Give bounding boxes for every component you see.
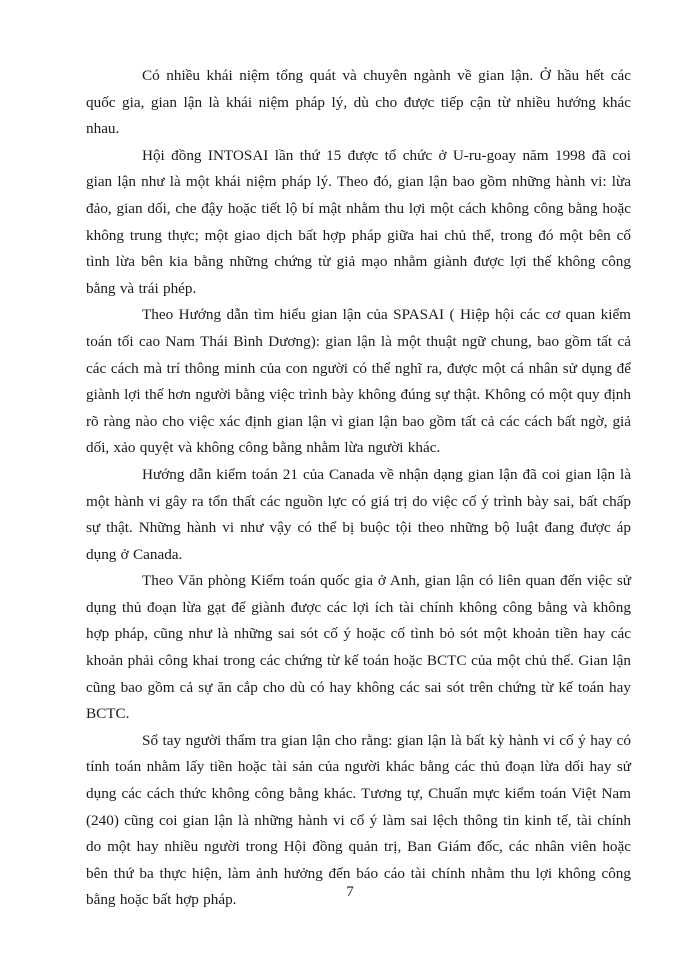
- paragraph-intosai: Hội đồng INTOSAI lần thứ 15 được tổ chức ở U-ru-goay năm 1998 đã coi gian lận như là một khái niệm pháp lý. Theo đó, gian lận bao gồm những hành vi: lừa đảo, gian dối, che đậy hoặc tiết lộ bí mật nhằm thu lợi một cách không công bằng hoặc không trung thực; một giao dịch bất hợp pháp giữa hai chủ thể, trong đó một bên cố tình lừa bên kia bằng những chứng từ giả mạo nhằm giành được lợi thế không công bằng và trái phép.: [86, 146, 631, 297]
- paragraph-spasai: Theo Hướng dẫn tìm hiểu gian lận của SPASAI ( Hiệp hội các cơ quan kiểm toán tối cao Nam Thái Bình Dương): gian lận là một thuật ngữ chung, bao gồm tất cả các cách mà trí thông minh của con người có thể nghĩ ra, được một cá nhân sử dụng để giành lợi thế hơn người bằng việc trình bày không đúng sự thật. Không có một quy định rõ ràng nào cho việc xác định gian lận vì gian lận bao gồm tất cả các cách bất ngờ, giả dối, xảo quyệt và không công bằng nhằm lừa người khác.: [86, 306, 631, 457]
- paragraph-intro: Có nhiều khái niệm tổng quát và chuyên ngành về gian lận. Ở hầu hết các quốc gia, gian lận là khái niệm pháp lý, dù cho được tiếp cận từ nhiều hướng khác nhau.: [86, 67, 631, 138]
- page-number: 7: [346, 884, 354, 900]
- paragraph-canada: Hướng dẫn kiểm toán 21 của Canada về nhận dạng gian lận đã coi gian lận là một hành vi gây ra tổn thất các nguồn lực có giá trị do việc cố ý trình bày sai, bất chấp sự thật. Những hành vi như vậy có thể bị buộc tội theo những bộ luật đang được áp dụng ở Canada.: [86, 465, 631, 563]
- document-body: [86, 63, 631, 914]
- paragraph-fraud-examiner-manual: Sổ tay người thẩm tra gian lận cho rằng: gian lận là bất kỳ hành vi cố ý hay có tính toán nhằm lấy tiền hoặc tài sản của người khác bằng các thủ đoạn lừa dối hay sử dụng các cách thức không công bằng khác. Tương tự, Chuẩn mực kiểm toán Việt Nam (240) cũng coi gian lận là những hành vi cố ý làm sai lệch thông tin kinh tế, tài chính do một hay nhiều người trong Hội đồng quản trị, Ban Giám đốc, các nhân viên hoặc bên thứ ba thực hiện, làm ảnh hưởng đến báo cáo tài chính nhằm thu lợi không công bằng hoặc bất hợp pháp.: [86, 731, 631, 909]
- paragraph-uk-audit-office: Theo Văn phòng Kiểm toán quốc gia ở Anh, gian lận có liên quan đến việc sử dụng thủ đoạn lừa gạt để giành được các lợi ích tài chính không công bằng và không hợp pháp, cũng như là những sai sót cố ý hoặc cố tình bỏ sót một khoản tiền hay các khoản phải công khai trong các chứng từ kế toán hoặc BCTC của một chủ thể. Gian lận cũng bao gồm cả sự ăn cắp cho dù có hay không các sai sót trên chứng từ kế toán hay BCTC.: [86, 572, 631, 723]
